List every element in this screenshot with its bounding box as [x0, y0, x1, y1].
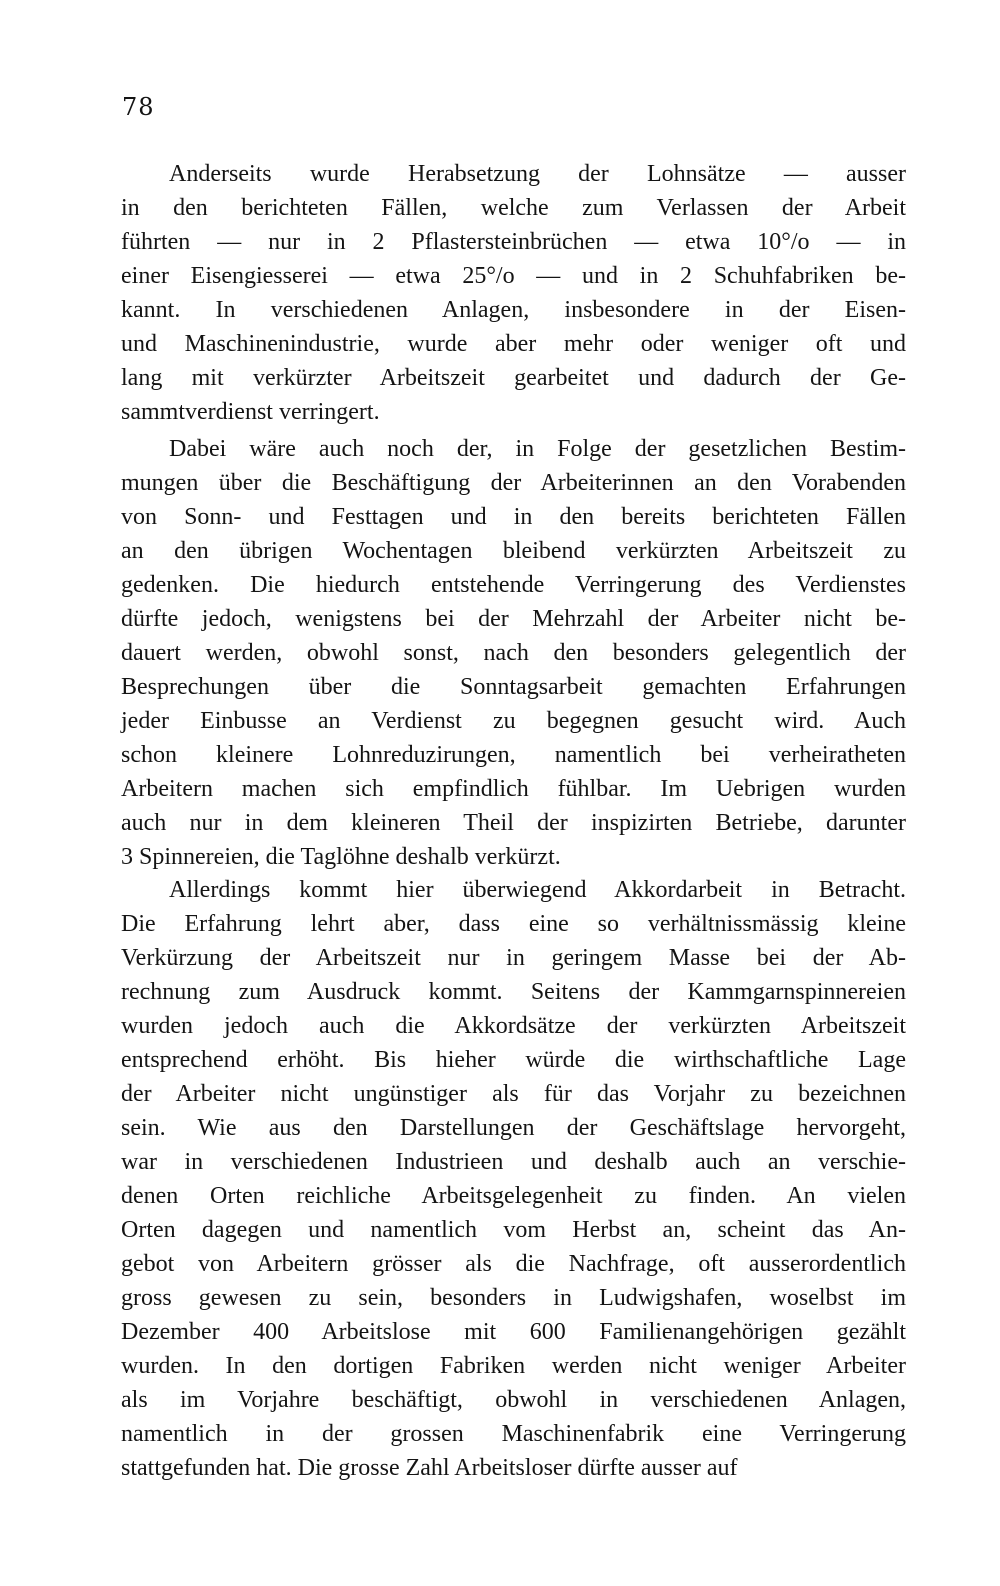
text-line: gedenken. Die hiedurch entstehende Verringerung des Verdienstes	[121, 572, 906, 598]
text-line: sein. Wie aus den Darstellungen der Geschäftslage hervorgeht,	[121, 1115, 906, 1141]
text-line: denen Orten reichliche Arbeitsgelegenheit zu finden. An vielen	[121, 1183, 906, 1209]
text-line: gebot von Arbeitern grösser als die Nachfrage, oft ausserordentlich	[121, 1251, 906, 1277]
text-line: dauert werden, obwohl sonst, nach den besonders gelegentlich der	[121, 640, 906, 666]
paragraph-3	[121, 873, 906, 1485]
text-line: Allerdings kommt hier überwiegend Akkordarbeit in Betracht.	[121, 877, 906, 903]
text-line: namentlich in der grossen Maschinenfabrik eine Verringerung	[121, 1421, 906, 1447]
text-line: Dezember 400 Arbeitslose mit 600 Familienangehörigen gezählt	[121, 1319, 906, 1345]
text-line: schon kleinere Lohnreduzirungen, namentlich bei verheiratheten	[121, 742, 906, 768]
paragraph-2	[121, 432, 906, 874]
text-line: Anderseits wurde Herabsetzung der Lohnsätze — ausser	[121, 161, 906, 187]
text-line: sammtverdienst verringert.	[121, 399, 380, 425]
text-line: als im Vorjahre beschäftigt, obwohl in verschiedenen Anlagen,	[121, 1387, 906, 1413]
text-line: war in verschiedenen Industrieen und deshalb auch an verschie-	[121, 1149, 906, 1175]
text-line: Die Erfahrung lehrt aber, dass eine so verhältnissmässig kleine	[121, 911, 906, 937]
text-line: der Arbeiter nicht ungünstiger als für das Vorjahr zu bezeichnen	[121, 1081, 906, 1107]
text-line: wurden. In den dortigen Fabriken werden nicht weniger Arbeiter	[121, 1353, 906, 1379]
text-line: jeder Einbusse an Verdienst zu begegnen gesucht wird. Auch	[121, 708, 906, 734]
paragraph-1	[121, 157, 906, 429]
text-line: rechnung zum Ausdruck kommt. Seitens der Kammgarnspinnereien	[121, 979, 906, 1005]
text-line: stattgefunden hat. Die grosse Zahl Arbeitsloser dürfte ausser auf	[121, 1455, 738, 1481]
text-line: auch nur in dem kleineren Theil der inspizirten Betriebe, darunter	[121, 810, 906, 836]
text-line: und Maschinenindustrie, wurde aber mehr oder weniger oft und	[121, 331, 906, 357]
text-line: führten — nur in 2 Pflastersteinbrüchen — etwa 10°/o — in	[121, 229, 906, 255]
text-line: lang mit verkürzter Arbeitszeit gearbeitet und dadurch der Ge-	[121, 365, 906, 391]
text-line: dürfte jedoch, wenigstens bei der Mehrzahl der Arbeiter nicht be-	[121, 606, 906, 632]
text-line: Arbeitern machen sich empfindlich fühlbar. Im Uebrigen wurden	[121, 776, 906, 802]
text-line: einer Eisengiesserei — etwa 25°/o — und in 2 Schuhfabriken be-	[121, 263, 906, 289]
page-number: 78	[122, 93, 155, 121]
text-line: 3 Spinnereien, die Taglöhne deshalb verkürzt.	[121, 844, 561, 870]
text-line: von Sonn- und Festtagen und in den bereits berichteten Fällen	[121, 504, 906, 530]
text-line: gross gewesen zu sein, besonders in Ludwigshafen, woselbst im	[121, 1285, 906, 1311]
text-line: kannt. In verschiedenen Anlagen, insbesondere in der Eisen-	[121, 297, 906, 323]
text-line: in den berichteten Fällen, welche zum Verlassen der Arbeit	[121, 195, 906, 221]
text-line: mungen über die Beschäftigung der Arbeiterinnen an den Vorabenden	[121, 470, 906, 496]
text-line: Dabei wäre auch noch der, in Folge der gesetzlichen Bestim-	[121, 436, 906, 462]
text-line: entsprechend erhöht. Bis hieher würde die wirthschaftliche Lage	[121, 1047, 906, 1073]
text-line: an den übrigen Wochentagen bleibend verkürzten Arbeitszeit zu	[121, 538, 906, 564]
text-line: wurden jedoch auch die Akkordsätze der verkürzten Arbeitszeit	[121, 1013, 906, 1039]
text-line: Besprechungen über die Sonntagsarbeit gemachten Erfahrungen	[121, 674, 906, 700]
text-line: Orten dagegen und namentlich vom Herbst an, scheint das An-	[121, 1217, 906, 1243]
text-line: Verkürzung der Arbeitszeit nur in geringem Masse bei der Ab-	[121, 945, 906, 971]
